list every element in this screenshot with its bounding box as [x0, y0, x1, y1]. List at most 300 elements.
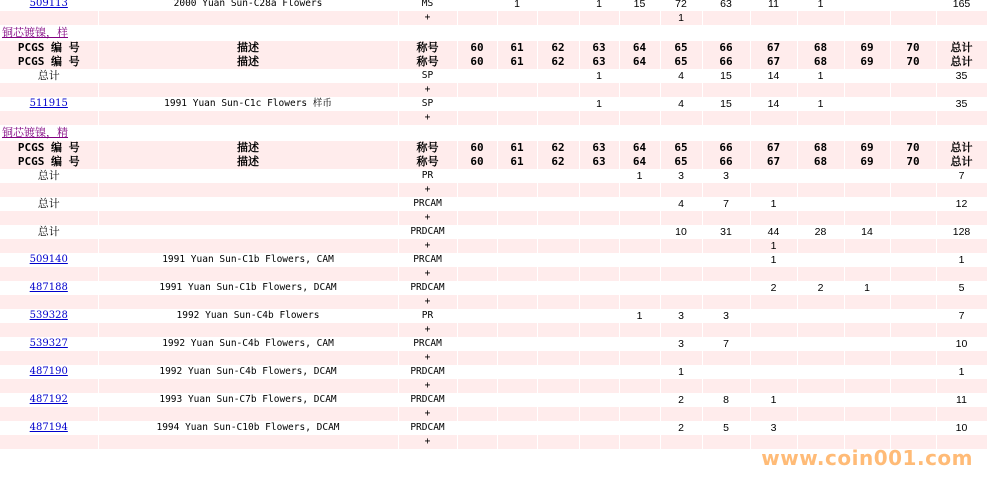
empty-cell [98, 183, 398, 197]
plus-value [797, 351, 844, 365]
pcgs-code-link[interactable]: 539327 [29, 338, 68, 349]
designation: MS [398, 0, 457, 11]
expand-plus[interactable]: + [398, 351, 457, 365]
plus-value [497, 211, 537, 225]
plus-value [497, 295, 537, 309]
row-total: 128 [936, 225, 987, 239]
header-code: PCGS 编 号 [0, 41, 98, 55]
grade-count: 72 [660, 0, 702, 11]
grade-count [619, 69, 660, 83]
plus-value [890, 267, 936, 281]
plus-value [660, 323, 702, 337]
empty-cell [0, 83, 98, 97]
grade-count [844, 309, 890, 323]
plus-value [844, 407, 890, 421]
grade-count: 31 [702, 225, 750, 239]
row-total: 7 [936, 169, 987, 183]
header-grade: 62 [537, 41, 579, 55]
column-header-row [0, 141, 987, 155]
pcgs-code-cell [0, 393, 98, 407]
grade-count: 7 [702, 197, 750, 211]
grade-count: 8 [702, 393, 750, 407]
grade-count [890, 253, 936, 267]
table-row [0, 253, 987, 267]
header-total: 总计 [936, 141, 987, 155]
expand-plus[interactable]: + [398, 183, 457, 197]
header-grade: 64 [619, 55, 660, 69]
header-description: 描述 [98, 141, 398, 155]
grade-count [844, 393, 890, 407]
grade-count [457, 309, 497, 323]
grade-count: 2 [750, 281, 797, 295]
plus-value [750, 11, 797, 25]
plus-value [497, 379, 537, 393]
grade-count: 1 [660, 365, 702, 379]
plus-value [702, 351, 750, 365]
grade-count [457, 393, 497, 407]
grade-count [660, 253, 702, 267]
grade-count: 15 [619, 0, 660, 11]
pcgs-code-cell [0, 97, 98, 111]
grade-count: 1 [797, 69, 844, 83]
grade-count [457, 337, 497, 351]
expand-plus[interactable]: + [398, 323, 457, 337]
empty-cell [936, 323, 987, 337]
empty-cell [98, 111, 398, 125]
grade-count [497, 253, 537, 267]
plus-value [537, 11, 579, 25]
plus-value [702, 211, 750, 225]
plus-value [537, 295, 579, 309]
plus-value [579, 323, 619, 337]
header-designation: 称号 [398, 155, 457, 169]
header-description: 描述 [98, 155, 398, 169]
header-grade: 69 [844, 155, 890, 169]
plus-value [750, 379, 797, 393]
designation: PR [398, 169, 457, 183]
plus-value [497, 183, 537, 197]
empty-cell [0, 11, 98, 25]
header-grade: 70 [890, 41, 936, 55]
pcgs-code-cell [0, 309, 98, 323]
plus-value [702, 267, 750, 281]
header-grade: 60 [457, 141, 497, 155]
header-grade: 66 [702, 155, 750, 169]
grade-count [619, 197, 660, 211]
plus-value [844, 295, 890, 309]
plus-value [844, 351, 890, 365]
plus-value [750, 211, 797, 225]
plus-value: 1 [660, 11, 702, 25]
header-grade: 65 [660, 155, 702, 169]
plus-value [890, 239, 936, 253]
description: 1991 Yuan Sun-C1b Flowers, CAM [98, 253, 398, 267]
plus-value [457, 11, 497, 25]
section-link[interactable]: 铜芯镀镍，精 [0, 125, 987, 141]
plus-value [619, 407, 660, 421]
grade-count: 1 [797, 97, 844, 111]
grade-count [844, 421, 890, 435]
grade-count [497, 281, 537, 295]
grade-count [579, 225, 619, 239]
empty-cell [936, 295, 987, 309]
header-grade: 61 [497, 55, 537, 69]
header-code: PCGS 编 号 [0, 155, 98, 169]
grade-count: 15 [702, 97, 750, 111]
plus-value [619, 11, 660, 25]
header-grade: 62 [537, 141, 579, 155]
header-grade: 64 [619, 41, 660, 55]
grade-count [579, 393, 619, 407]
plus-value [797, 211, 844, 225]
grade-count [844, 365, 890, 379]
total-label: 总计 [0, 225, 98, 239]
plus-value [797, 267, 844, 281]
header-grade: 60 [457, 155, 497, 169]
header-grade: 70 [890, 55, 936, 69]
plus-value [890, 83, 936, 97]
plus-row [0, 407, 987, 421]
plus-value [537, 111, 579, 125]
grade-count: 2 [797, 281, 844, 295]
header-grade: 67 [750, 155, 797, 169]
pcgs-code-link[interactable]: 509140 [29, 254, 68, 265]
plus-row [0, 267, 987, 281]
description: 1992 Yuan Sun-C4b Flowers [98, 309, 398, 323]
plus-value [702, 83, 750, 97]
designation: PRCAM [398, 253, 457, 267]
plus-value [797, 407, 844, 421]
grade-count [797, 393, 844, 407]
plus-value [844, 379, 890, 393]
grade-count: 1 [750, 253, 797, 267]
designation: PRDCAM [398, 281, 457, 295]
table-row [0, 0, 987, 11]
plus-value [750, 83, 797, 97]
header-designation: 称号 [398, 41, 457, 55]
empty-cell [98, 379, 398, 393]
plus-value [497, 11, 537, 25]
grade-count: 10 [660, 225, 702, 239]
empty-cell [936, 239, 987, 253]
expand-plus[interactable]: + [398, 239, 457, 253]
grade-count: 1 [497, 0, 537, 11]
grade-count [579, 365, 619, 379]
pcgs-code-link[interactable]: 487190 [29, 366, 68, 377]
row-total: 165 [936, 0, 987, 11]
grade-count: 11 [750, 0, 797, 11]
plus-value [619, 435, 660, 449]
description: 1992 Yuan Sun-C4b Flowers, DCAM [98, 365, 398, 379]
plus-row [0, 351, 987, 365]
plus-row [0, 379, 987, 393]
grade-count: 3 [660, 169, 702, 183]
plus-value [457, 435, 497, 449]
header-grade: 60 [457, 55, 497, 69]
plus-value: 1 [750, 239, 797, 253]
header-description: 描述 [98, 55, 398, 69]
designation: PR [398, 309, 457, 323]
grade-count [844, 197, 890, 211]
table-row [0, 365, 987, 379]
empty-cell [0, 323, 98, 337]
designation: SP [398, 69, 457, 83]
grade-count [844, 69, 890, 83]
grade-count [537, 0, 579, 11]
pcgs-code-link[interactable]: 511915 [29, 98, 68, 109]
plus-value [619, 211, 660, 225]
header-grade: 65 [660, 141, 702, 155]
header-grade: 68 [797, 141, 844, 155]
plus-value [702, 239, 750, 253]
pcgs-code-cell [0, 253, 98, 267]
pcgs-code-link[interactable]: 509113 [29, 0, 68, 9]
grade-count [797, 253, 844, 267]
grade-count [457, 197, 497, 211]
grade-count [844, 337, 890, 351]
expand-plus[interactable]: + [398, 379, 457, 393]
grade-count [537, 365, 579, 379]
plus-value [702, 435, 750, 449]
header-grade: 62 [537, 55, 579, 69]
row-total: 12 [936, 197, 987, 211]
empty-cell [0, 407, 98, 421]
plus-value [619, 351, 660, 365]
header-grade: 64 [619, 155, 660, 169]
plus-value [457, 295, 497, 309]
empty-cell [98, 11, 398, 25]
header-grade: 60 [457, 41, 497, 55]
header-code: PCGS 编 号 [0, 141, 98, 155]
empty-cell [98, 169, 398, 183]
grade-count: 15 [702, 69, 750, 83]
pcgs-code-cell [0, 281, 98, 295]
expand-plus[interactable]: + [398, 267, 457, 281]
empty-cell [936, 11, 987, 25]
expand-plus[interactable]: + [398, 11, 457, 25]
plus-value [702, 295, 750, 309]
row-total: 1 [936, 253, 987, 267]
grade-count [537, 253, 579, 267]
plus-value [579, 83, 619, 97]
header-grade: 68 [797, 41, 844, 55]
expand-plus[interactable]: + [398, 407, 457, 421]
empty-cell [98, 295, 398, 309]
grade-count [844, 97, 890, 111]
grade-count [579, 253, 619, 267]
grade-count: 2 [660, 393, 702, 407]
grade-count [750, 309, 797, 323]
grade-count: 4 [660, 69, 702, 83]
plus-value [702, 379, 750, 393]
grade-count: 1 [750, 197, 797, 211]
plus-value [537, 351, 579, 365]
grade-count [890, 365, 936, 379]
column-header-row [0, 41, 987, 55]
plus-value [797, 295, 844, 309]
plus-value [750, 111, 797, 125]
header-grade: 63 [579, 55, 619, 69]
grade-count [579, 169, 619, 183]
plus-value [457, 351, 497, 365]
expand-plus[interactable]: + [398, 211, 457, 225]
empty-cell [936, 183, 987, 197]
grade-count [497, 309, 537, 323]
header-grade: 70 [890, 155, 936, 169]
grade-count [457, 421, 497, 435]
plus-value [844, 183, 890, 197]
header-description: 描述 [98, 41, 398, 55]
grade-count [750, 365, 797, 379]
plus-value [457, 323, 497, 337]
header-grade: 69 [844, 141, 890, 155]
grade-count [797, 365, 844, 379]
expand-plus[interactable]: + [398, 295, 457, 309]
plus-row [0, 183, 987, 197]
grade-count: 63 [702, 0, 750, 11]
grade-count [579, 281, 619, 295]
grade-count [890, 309, 936, 323]
header-grade: 63 [579, 141, 619, 155]
plus-value [660, 211, 702, 225]
row-total: 5 [936, 281, 987, 295]
plus-value [579, 239, 619, 253]
plus-value [797, 323, 844, 337]
pcgs-code-cell [0, 421, 98, 435]
grade-count [537, 393, 579, 407]
empty-cell [98, 211, 398, 225]
grade-count [619, 281, 660, 295]
empty-cell [98, 197, 398, 211]
header-total: 总计 [936, 155, 987, 169]
plus-value [497, 351, 537, 365]
plus-value [537, 323, 579, 337]
plus-value [537, 435, 579, 449]
pcgs-code-link[interactable]: 539328 [29, 310, 68, 321]
header-grade: 66 [702, 55, 750, 69]
grade-count: 3 [750, 421, 797, 435]
plus-row [0, 211, 987, 225]
expand-plus[interactable]: + [398, 83, 457, 97]
plus-value [890, 379, 936, 393]
plus-value [844, 11, 890, 25]
plus-value [619, 267, 660, 281]
empty-cell [936, 111, 987, 125]
grade-count [537, 69, 579, 83]
grade-count [497, 225, 537, 239]
total-label: 总计 [0, 69, 98, 83]
grade-count: 4 [660, 97, 702, 111]
header-grade: 69 [844, 41, 890, 55]
plus-value [797, 183, 844, 197]
pcgs-code-link[interactable]: 487194 [29, 422, 68, 433]
column-header-row [0, 155, 987, 169]
empty-cell [98, 69, 398, 83]
grade-count [890, 97, 936, 111]
grade-count [797, 309, 844, 323]
expand-plus[interactable]: + [398, 111, 457, 125]
grade-count: 1 [750, 393, 797, 407]
header-designation: 称号 [398, 55, 457, 69]
header-grade: 61 [497, 141, 537, 155]
empty-cell [0, 239, 98, 253]
grade-count [457, 169, 497, 183]
section-link[interactable]: 铜芯镀镍，样 [0, 25, 987, 41]
grade-count [890, 337, 936, 351]
plus-value [750, 183, 797, 197]
grade-count [537, 197, 579, 211]
empty-cell [0, 183, 98, 197]
header-grade: 69 [844, 55, 890, 69]
grade-count [890, 225, 936, 239]
plus-row [0, 111, 987, 125]
plus-value [619, 379, 660, 393]
plus-value [890, 407, 936, 421]
plus-value [579, 183, 619, 197]
grade-count: 28 [797, 225, 844, 239]
grade-count [890, 169, 936, 183]
plus-value [890, 11, 936, 25]
plus-value [660, 267, 702, 281]
plus-value [844, 83, 890, 97]
grade-count [497, 169, 537, 183]
plus-value [619, 239, 660, 253]
grade-count [579, 197, 619, 211]
grade-count [579, 421, 619, 435]
plus-value [890, 183, 936, 197]
pcgs-code-link[interactable]: 487192 [29, 394, 68, 405]
grade-count [890, 0, 936, 11]
grade-count [619, 225, 660, 239]
grade-count [890, 393, 936, 407]
plus-value [844, 211, 890, 225]
empty-cell [936, 267, 987, 281]
expand-plus[interactable]: + [398, 435, 457, 449]
header-total: 总计 [936, 55, 987, 69]
section-header-row [0, 25, 987, 41]
grade-count [797, 169, 844, 183]
designation: SP [398, 97, 457, 111]
plus-value [660, 111, 702, 125]
plus-value [660, 239, 702, 253]
plus-value [619, 323, 660, 337]
grade-count [457, 365, 497, 379]
pcgs-code-link[interactable]: 487188 [29, 282, 68, 293]
plus-value [660, 379, 702, 393]
plus-value [579, 379, 619, 393]
plus-value [844, 267, 890, 281]
description: 1994 Yuan Sun-C10b Flowers, DCAM [98, 421, 398, 435]
table-row [0, 281, 987, 295]
row-total: 11 [936, 393, 987, 407]
summary-row [0, 225, 987, 239]
plus-value [844, 111, 890, 125]
grade-count [619, 253, 660, 267]
plus-value [702, 323, 750, 337]
description: 1992 Yuan Sun-C4b Flowers, CAM [98, 337, 398, 351]
header-grade: 66 [702, 141, 750, 155]
header-grade: 70 [890, 141, 936, 155]
grade-count [457, 69, 497, 83]
grade-count: 3 [660, 337, 702, 351]
table-row [0, 337, 987, 351]
plus-value [750, 323, 797, 337]
empty-cell [98, 407, 398, 421]
grade-count [844, 169, 890, 183]
plus-value [537, 83, 579, 97]
grade-count [619, 393, 660, 407]
plus-value [797, 111, 844, 125]
